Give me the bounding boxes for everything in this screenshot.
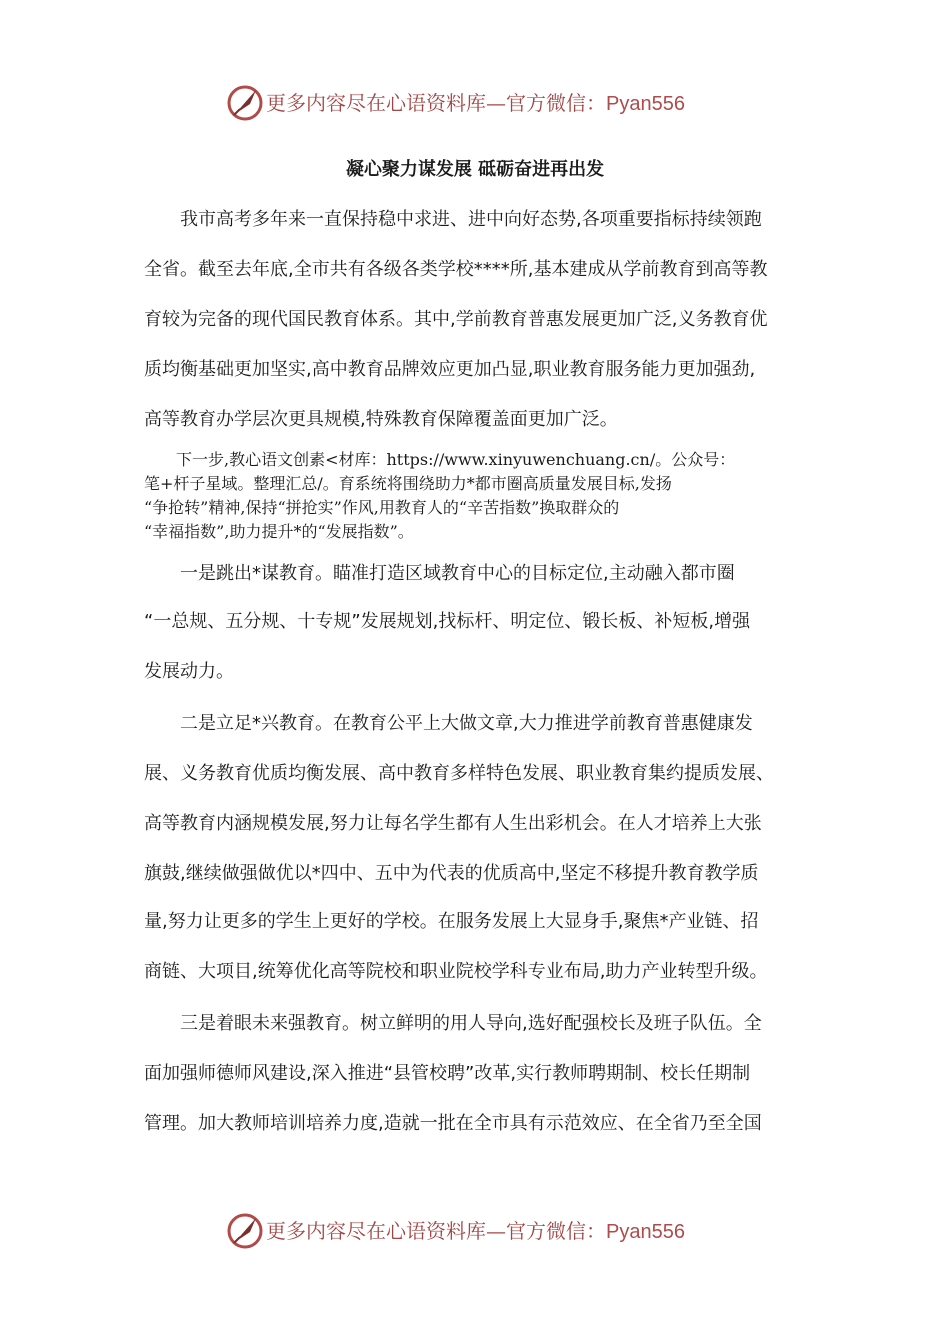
paragraph-line: 全省。截至去年底,全市共有各级各类学校****所,基本建成从学前教育到高等教: [144, 259, 768, 280]
inserted-line: “争抢转”精神,保持“拼抢实”作风,用教育人的“辛苦指数”换取群众的: [144, 498, 620, 517]
paragraph-line: 展、义务教育优质均衡发展、高中教育多样特色发展、职业教育集约提质发展、: [144, 763, 774, 784]
banner-slogan: 更多内容尽在心语资料库—官方微信：: [266, 1219, 606, 1243]
paragraph-line: “一总规、五分规、十专规”发展规划,找标杆、明定位、锻长板、补短板,增强: [144, 611, 751, 632]
paragraph-line: 二是立足*兴教育。在教育公平上大做文章,大力推进学前教育普惠健康发: [144, 713, 753, 734]
paragraph-line: 量,努力让更多的学生上更好的学校。在服务发展上大显身手,聚焦*产业链、招: [144, 911, 759, 932]
quill-logo-icon: [226, 84, 264, 122]
quill-logo-icon: [226, 1212, 264, 1250]
paragraph-line: 面加强师德师风建设,深入推进“县管校聘”改革,实行教师聘期制、校长任期制: [144, 1063, 751, 1084]
banner-text: [266, 1208, 685, 1254]
banner-wechat-id: Pyan556: [606, 1221, 685, 1243]
paragraph-line: 质均衡基础更加坚实,高中教育品牌效应更加凸显,职业教育服务能力更加强劲,: [144, 359, 756, 380]
paragraph-line: 高等教育内涵规模发展,努力让每名学生都有人生出彩机会。在人才培养上大张: [144, 813, 762, 834]
paragraph-line: 管理。加大教师培训培养力度,造就一批在全市具有示范效应、在全省乃至全国: [144, 1113, 762, 1134]
paragraph-line: 商链、大项目,统筹优化高等院校和职业院校学科专业布局,助力产业转型升级。: [144, 961, 768, 982]
paragraph-line: 三是着眼未来强教育。树立鲜明的用人导向,选好配强校长及班子队伍。全: [144, 1013, 762, 1034]
footer-banner: [0, 1208, 950, 1254]
paragraph-line: 一是跳出*谋教育。瞄准打造区域教育中心的目标定位,主动融入都市圈: [144, 563, 735, 584]
inserted-line: “幸福指数”,助力提升*的“发展指数”。: [144, 522, 414, 541]
paragraph-line: 旗鼓,继续做强做优以*四中、五中为代表的优质高中,坚定不移提升教育教学质: [144, 863, 759, 884]
banner-slogan: 更多内容尽在心语资料库—官方微信：: [266, 91, 606, 115]
header-banner: [0, 80, 950, 126]
paragraph-line: 育较为完备的现代国民教育体系。其中,学前教育普惠发展更加广泛,义务教育优: [144, 309, 768, 330]
paragraph-line: 发展动力。: [144, 661, 234, 682]
inserted-line: 笔+杆子星域。整理汇总/。育系统将围绕助力*都市圈高质量发展目标,发扬: [144, 474, 672, 493]
document-title: 凝心聚力谋发展 砥砺奋进再出发: [345, 159, 605, 180]
banner-text: [266, 80, 685, 126]
inserted-line: 下一步,教心语文创素<材库：https://www.xinyuwenchuang.cn/。公众号：: [144, 450, 736, 469]
paragraph-line: 高等教育办学层次更具规模,特殊教育保障覆盖面更加广泛。: [144, 409, 618, 430]
banner-wechat-id: Pyan556: [606, 93, 685, 115]
paragraph-line: 我市高考多年来一直保持稳中求进、进中向好态势,各项重要指标持续领跑: [144, 209, 762, 230]
